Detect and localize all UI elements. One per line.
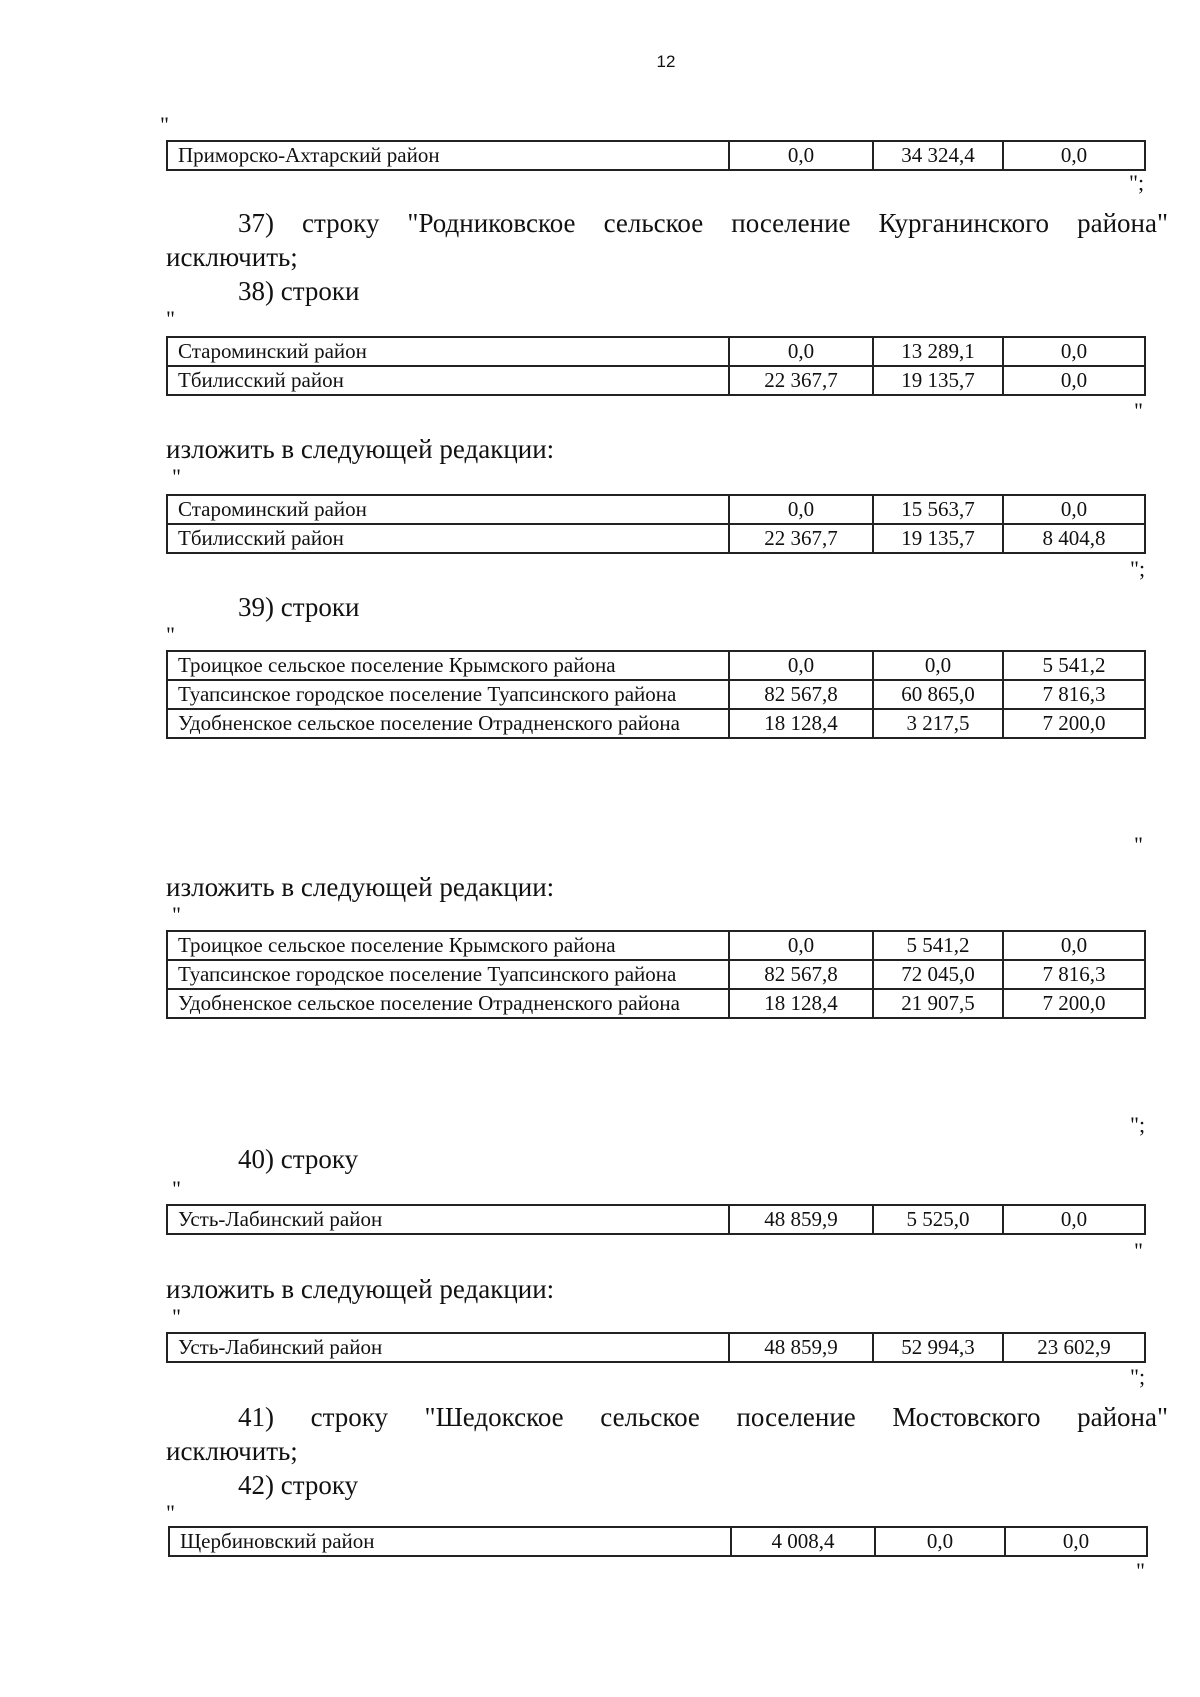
redaction-label: изложить в следующей редакции: <box>166 872 555 902</box>
district-name-cell: Туапсинское городское поселение Туапсинского района <box>167 960 729 989</box>
page-number: 12 <box>656 52 676 71</box>
value-cell-1: 22 367,7 <box>729 524 873 553</box>
quote-open: " <box>166 1500 175 1525</box>
value-cell-2: 5 541,2 <box>873 931 1003 960</box>
quote-close: " <box>1134 1238 1143 1263</box>
quote-open: " <box>160 112 169 137</box>
district-name-cell: Староминский район <box>167 337 729 366</box>
value-cell-3: 0,0 <box>1005 1527 1147 1556</box>
quote-close: " <box>1134 398 1143 423</box>
value-cell-2: 72 045,0 <box>873 960 1003 989</box>
quote-open: " <box>172 902 181 927</box>
quote-open: " <box>166 622 175 647</box>
quote-open: " <box>166 306 175 331</box>
quote-close: " <box>1136 1558 1145 1583</box>
value-cell-2: 15 563,7 <box>873 495 1003 524</box>
value-cell-3: 7 816,3 <box>1003 960 1145 989</box>
value-cell-3: 23 602,9 <box>1003 1333 1145 1362</box>
table-row <box>167 931 1145 960</box>
value-cell-1: 82 567,8 <box>729 680 873 709</box>
value-cell-1: 18 128,4 <box>729 709 873 738</box>
value-cell-2: 5 525,0 <box>873 1205 1003 1234</box>
district-name-cell: Усть-Лабинский район <box>167 1205 729 1234</box>
value-cell-2: 60 865,0 <box>873 680 1003 709</box>
value-cell-1: 22 367,7 <box>729 366 873 395</box>
quote-close: " <box>1134 832 1143 857</box>
district-name-cell: Староминский район <box>167 495 729 524</box>
table-row <box>167 651 1145 680</box>
value-cell-3: 0,0 <box>1003 931 1145 960</box>
table-row <box>169 1527 1147 1556</box>
value-cell-3: 0,0 <box>1003 141 1145 170</box>
district-name-cell: Усть-Лабинский район <box>167 1333 729 1362</box>
value-cell-2: 19 135,7 <box>873 524 1003 553</box>
paragraph-37: 37) строку "Родниковское сельское поселение Курганинского района" <box>238 208 1168 238</box>
value-cell-1: 0,0 <box>729 651 873 680</box>
value-cell-2: 13 289,1 <box>873 337 1003 366</box>
quote-open: " <box>172 1304 181 1329</box>
table-row <box>167 141 1145 170</box>
table-troitskoe-new <box>166 930 1146 1019</box>
value-cell-1: 48 859,9 <box>729 1333 873 1362</box>
value-cell-2: 3 217,5 <box>873 709 1003 738</box>
quote-close: "; <box>1130 1112 1146 1137</box>
value-cell-1: 0,0 <box>729 141 873 170</box>
paragraph-41-continuation: исключить; <box>166 1436 298 1466</box>
table-row <box>167 1205 1145 1234</box>
value-cell-2: 52 994,3 <box>873 1333 1003 1362</box>
quote-close: "; <box>1129 170 1145 195</box>
value-cell-3: 7 200,0 <box>1003 709 1145 738</box>
value-cell-3: 7 816,3 <box>1003 680 1145 709</box>
district-name-cell: Тбилисский район <box>167 524 729 553</box>
table-row <box>167 960 1145 989</box>
value-cell-3: 5 541,2 <box>1003 651 1145 680</box>
table-row <box>167 989 1145 1018</box>
table-primorsko <box>166 140 1146 171</box>
value-cell-3: 0,0 <box>1003 495 1145 524</box>
table-row <box>167 366 1145 395</box>
table-row <box>167 495 1145 524</box>
value-cell-3: 0,0 <box>1003 366 1145 395</box>
paragraph-40: 40) строку <box>238 1144 359 1174</box>
table-ust-labinsky-new <box>166 1332 1146 1363</box>
quote-open: " <box>172 464 181 489</box>
district-name-cell: Тбилисский район <box>167 366 729 395</box>
quote-open: " <box>172 1176 181 1201</box>
paragraph-41: 41) строку "Шедокское сельское поселение Мостовского района" <box>238 1402 1168 1432</box>
district-name-cell: Удобненское сельское поселение Отрадненского района <box>167 989 729 1018</box>
value-cell-3: 7 200,0 <box>1003 989 1145 1018</box>
table-row <box>167 709 1145 738</box>
value-cell-3: 0,0 <box>1003 337 1145 366</box>
value-cell-2: 0,0 <box>875 1527 1005 1556</box>
table-row <box>167 1333 1145 1362</box>
district-name-cell: Троицкое сельское поселение Крымского района <box>167 651 729 680</box>
paragraph-39: 39) строки <box>238 592 360 622</box>
value-cell-3: 0,0 <box>1003 1205 1145 1234</box>
table-starominsky-new <box>166 494 1146 554</box>
paragraph-42: 42) строку <box>238 1470 359 1500</box>
district-name-cell: Удобненское сельское поселение Отрадненского района <box>167 709 729 738</box>
value-cell-1: 4 008,4 <box>731 1527 875 1556</box>
table-row <box>167 337 1145 366</box>
table-troitskoe-old <box>166 650 1146 739</box>
redaction-label: изложить в следующей редакции: <box>166 1274 555 1304</box>
quote-close: "; <box>1130 556 1146 581</box>
paragraph-38: 38) строки <box>238 276 360 306</box>
table-shcherbinovsky <box>168 1526 1148 1557</box>
table-row <box>167 524 1145 553</box>
value-cell-2: 19 135,7 <box>873 366 1003 395</box>
district-name-cell: Троицкое сельское поселение Крымского района <box>167 931 729 960</box>
value-cell-2: 34 324,4 <box>873 141 1003 170</box>
value-cell-2: 0,0 <box>873 651 1003 680</box>
paragraph-37-continuation: исключить; <box>166 242 298 272</box>
district-name-cell: Щербиновский район <box>169 1527 731 1556</box>
table-row <box>167 680 1145 709</box>
value-cell-1: 0,0 <box>729 931 873 960</box>
table-ust-labinsky-old <box>166 1204 1146 1235</box>
value-cell-3: 8 404,8 <box>1003 524 1145 553</box>
value-cell-1: 18 128,4 <box>729 989 873 1018</box>
quote-close: "; <box>1130 1364 1146 1389</box>
value-cell-1: 0,0 <box>729 495 873 524</box>
value-cell-1: 48 859,9 <box>729 1205 873 1234</box>
table-starominsky-old <box>166 336 1146 396</box>
district-name-cell: Туапсинское городское поселение Туапсинского района <box>167 680 729 709</box>
district-name-cell: Приморско-Ахтарский район <box>167 141 729 170</box>
value-cell-1: 82 567,8 <box>729 960 873 989</box>
value-cell-1: 0,0 <box>729 337 873 366</box>
redaction-label: изложить в следующей редакции: <box>166 434 555 464</box>
value-cell-2: 21 907,5 <box>873 989 1003 1018</box>
